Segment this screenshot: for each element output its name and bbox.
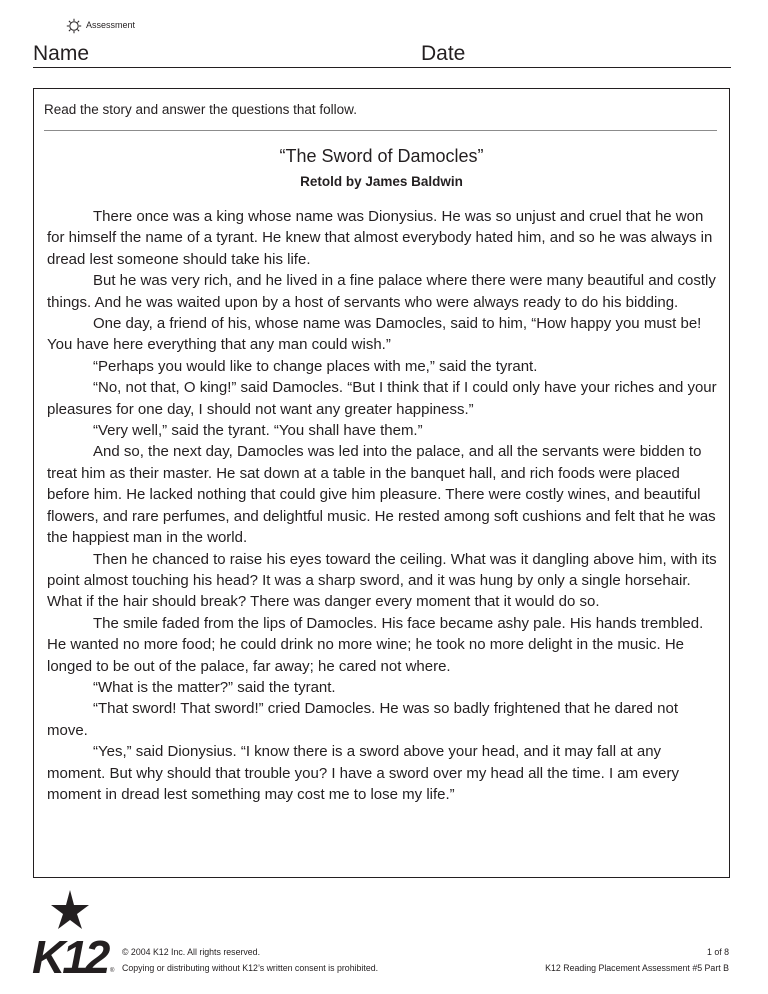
story-paragraph: “That sword! That sword!” cried Damocles. He was so badly frightened that he dared not move. (47, 700, 679, 739)
header-label: Assessment (86, 20, 136, 30)
gear-icon (66, 18, 82, 34)
instructions-divider (44, 130, 717, 131)
date-label: Date (421, 42, 466, 65)
story-paragraph: “No, not that, O king!” said Damocles. “But I think that if I could only have your riches and your pleasures for one day, I should not want any greater happiness.” (47, 379, 717, 418)
k12-logo (30, 888, 116, 978)
story-paragraph: And so, the next day, Damocles was led into the palace, and all the servants were bidden to treat him as their master. He sat down at a table in the banquet hall, and rich foods were placed before him. He lacked nothing that could give him pleasure. There were costly wines, and beautiful flowers, and rare perfumes, and delightful music. He rested among soft cushions and felt that he was the happiest man in the world. (47, 443, 716, 547)
story-paragraph: One day, a friend of his, whose name was Damocles, said to him, “How happy you must be! You have here everything that any man could wish.” (47, 315, 702, 354)
story-paragraph: “Yes,” said Dionysius. “I know there is a sword above your head, and it may fall at any moment. But why should that trouble you? I have a sword over my head all the time. I am every moment in dread lest something may cost me to lose my life.” (47, 743, 679, 803)
name-date-rule (33, 67, 731, 68)
svg-text:®: ® (110, 968, 115, 974)
instructions: Read the story and answer the questions that follow. (44, 102, 357, 117)
story-paragraph: “What is the matter?” said the tyrant. (93, 678, 336, 696)
story-paragraph: “Perhaps you would like to change places with me,” said the tyrant. (93, 357, 538, 375)
story-paragraph: Then he chanced to raise his eyes toward the ceiling. What was it dangling above him, with its point almost touching his head? It was a sharp sword, and it was hung by only a single horsehair. What if the hair should break? There was danger every moment that it would do so. (47, 550, 717, 611)
star-icon (51, 890, 89, 929)
story-author: Retold by James Baldwin (300, 174, 463, 189)
assessment-title: K12 Reading Placement Assessment #5 Part B (545, 963, 729, 973)
copying-notice: Copying or distributing without K12’s written consent is prohibited. (122, 963, 379, 973)
page-number: 1 of 8 (706, 947, 729, 957)
story-text (47, 206, 718, 805)
logo-text: K12 (32, 931, 108, 978)
story-paragraph: But he was very rich, and he lived in a fine palace where there were many beautiful and costly things. And he was waited upon by a host of servants who were always ready to do his bidding. (47, 272, 716, 311)
copyright: © 2004 K12 Inc. All rights reserved. (122, 947, 261, 957)
name-label: Name (33, 42, 90, 65)
story-box (33, 88, 730, 878)
story-paragraph: The smile faded from the lips of Damocles. His face became ashy pale. His hands trembled. He wanted no more food; he could drink no more wine; he took no more delight in the music. He longed to be out of the palace, far away; he cared not where. (47, 614, 704, 675)
story-paragraph: There once was a king whose name was Dionysius. He was so unjust and cruel that he won for himself the name of a tyrant. He knew that almost everybody hated him, and so he was always in dread lest someone should take his life. (47, 208, 713, 268)
story-paragraph: “Very well,” said the tyrant. “You shall have them.” (93, 422, 423, 440)
story-title: “The Sword of Damocles” (279, 146, 484, 166)
